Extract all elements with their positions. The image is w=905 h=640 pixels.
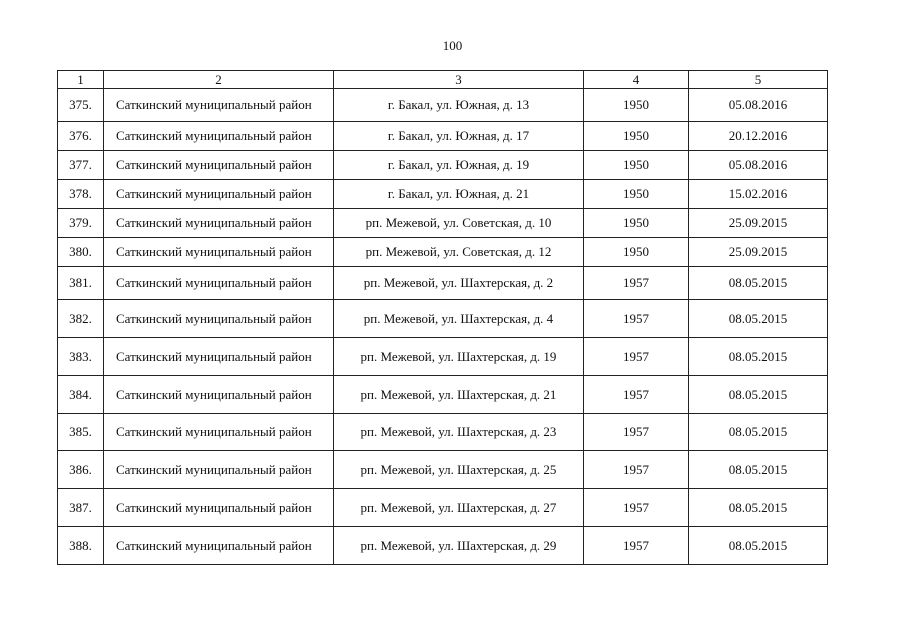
address-cell: рп. Межевой, ул. Шахтерская, д. 29	[334, 527, 584, 565]
year-cell: 1957	[584, 300, 689, 338]
district-cell: Саткинский муниципальный район	[104, 122, 334, 151]
date-cell: 08.05.2015	[689, 267, 828, 300]
row-number: 385.	[58, 414, 104, 451]
address-cell: г. Бакал, ул. Южная, д. 21	[334, 180, 584, 209]
year-cell: 1957	[584, 376, 689, 414]
address-cell: рп. Межевой, ул. Шахтерская, д. 27	[334, 489, 584, 527]
header-col-4: 4	[584, 71, 689, 89]
date-cell: 08.05.2015	[689, 338, 828, 376]
date-cell: 08.05.2015	[689, 489, 828, 527]
district-cell: Саткинский муниципальный район	[104, 414, 334, 451]
date-cell: 15.02.2016	[689, 180, 828, 209]
table-row	[58, 489, 828, 527]
year-cell: 1957	[584, 527, 689, 565]
header-col-2: 2	[104, 71, 334, 89]
year-cell: 1950	[584, 89, 689, 122]
district-cell: Саткинский муниципальный район	[104, 376, 334, 414]
row-number: 375.	[58, 89, 104, 122]
district-cell: Саткинский муниципальный район	[104, 527, 334, 565]
table-header	[58, 71, 828, 89]
table-row	[58, 180, 828, 209]
page-number: 100	[442, 38, 463, 53]
row-number: 382.	[58, 300, 104, 338]
table-row	[58, 527, 828, 565]
address-cell: рп. Межевой, ул. Шахтерская, д. 21	[334, 376, 584, 414]
table-row	[58, 300, 828, 338]
district-cell: Саткинский муниципальный район	[104, 267, 334, 300]
address-cell: рп. Межевой, ул. Шахтерская, д. 4	[334, 300, 584, 338]
district-cell: Саткинский муниципальный район	[104, 151, 334, 180]
header-row	[58, 71, 828, 89]
table-row	[58, 89, 828, 122]
table-row	[58, 122, 828, 151]
date-cell: 25.09.2015	[689, 238, 828, 267]
address-cell: г. Бакал, ул. Южная, д. 17	[334, 122, 584, 151]
row-number: 377.	[58, 151, 104, 180]
address-cell: рп. Межевой, ул. Шахтерская, д. 19	[334, 338, 584, 376]
row-number: 378.	[58, 180, 104, 209]
table-row	[58, 238, 828, 267]
header-col-3: 3	[334, 71, 584, 89]
year-cell: 1950	[584, 209, 689, 238]
year-cell: 1957	[584, 489, 689, 527]
year-cell: 1957	[584, 267, 689, 300]
date-cell: 08.05.2015	[689, 527, 828, 565]
district-cell: Саткинский муниципальный район	[104, 489, 334, 527]
table-body	[58, 89, 828, 565]
date-cell: 20.12.2016	[689, 122, 828, 151]
district-cell: Саткинский муниципальный район	[104, 338, 334, 376]
row-number: 381.	[58, 267, 104, 300]
address-cell: г. Бакал, ул. Южная, д. 19	[334, 151, 584, 180]
row-number: 380.	[58, 238, 104, 267]
date-cell: 08.05.2015	[689, 300, 828, 338]
address-cell: рп. Межевой, ул. Шахтерская, д. 23	[334, 414, 584, 451]
table-row	[58, 414, 828, 451]
year-cell: 1957	[584, 414, 689, 451]
date-cell: 25.09.2015	[689, 209, 828, 238]
district-cell: Саткинский муниципальный район	[104, 89, 334, 122]
year-cell: 1950	[584, 180, 689, 209]
row-number: 387.	[58, 489, 104, 527]
year-cell: 1950	[584, 238, 689, 267]
district-cell: Саткинский муниципальный район	[104, 180, 334, 209]
year-cell: 1950	[584, 122, 689, 151]
address-cell: г. Бакал, ул. Южная, д. 13	[334, 89, 584, 122]
year-cell: 1950	[584, 151, 689, 180]
table-row	[58, 451, 828, 489]
district-cell: Саткинский муниципальный район	[104, 238, 334, 267]
row-number: 384.	[58, 376, 104, 414]
table-row	[58, 267, 828, 300]
district-cell: Саткинский муниципальный район	[104, 300, 334, 338]
housing-registry-table	[57, 70, 828, 565]
address-cell: рп. Межевой, ул. Шахтерская, д. 2	[334, 267, 584, 300]
table-row	[58, 338, 828, 376]
address-cell: рп. Межевой, ул. Советская, д. 10	[334, 209, 584, 238]
district-cell: Саткинский муниципальный район	[104, 209, 334, 238]
date-cell: 08.05.2015	[689, 414, 828, 451]
row-number: 383.	[58, 338, 104, 376]
table-row	[58, 376, 828, 414]
year-cell: 1957	[584, 451, 689, 489]
date-cell: 08.05.2015	[689, 376, 828, 414]
table-row	[58, 209, 828, 238]
row-number: 376.	[58, 122, 104, 151]
date-cell: 05.08.2016	[689, 151, 828, 180]
row-number: 386.	[58, 451, 104, 489]
year-cell: 1957	[584, 338, 689, 376]
header-col-1: 1	[58, 71, 104, 89]
row-number: 379.	[58, 209, 104, 238]
row-number: 388.	[58, 527, 104, 565]
date-cell: 05.08.2016	[689, 89, 828, 122]
address-cell: рп. Межевой, ул. Советская, д. 12	[334, 238, 584, 267]
district-cell: Саткинский муниципальный район	[104, 451, 334, 489]
header-col-5: 5	[689, 71, 828, 89]
address-cell: рп. Межевой, ул. Шахтерская, д. 25	[334, 451, 584, 489]
date-cell: 08.05.2015	[689, 451, 828, 489]
table-row	[58, 151, 828, 180]
